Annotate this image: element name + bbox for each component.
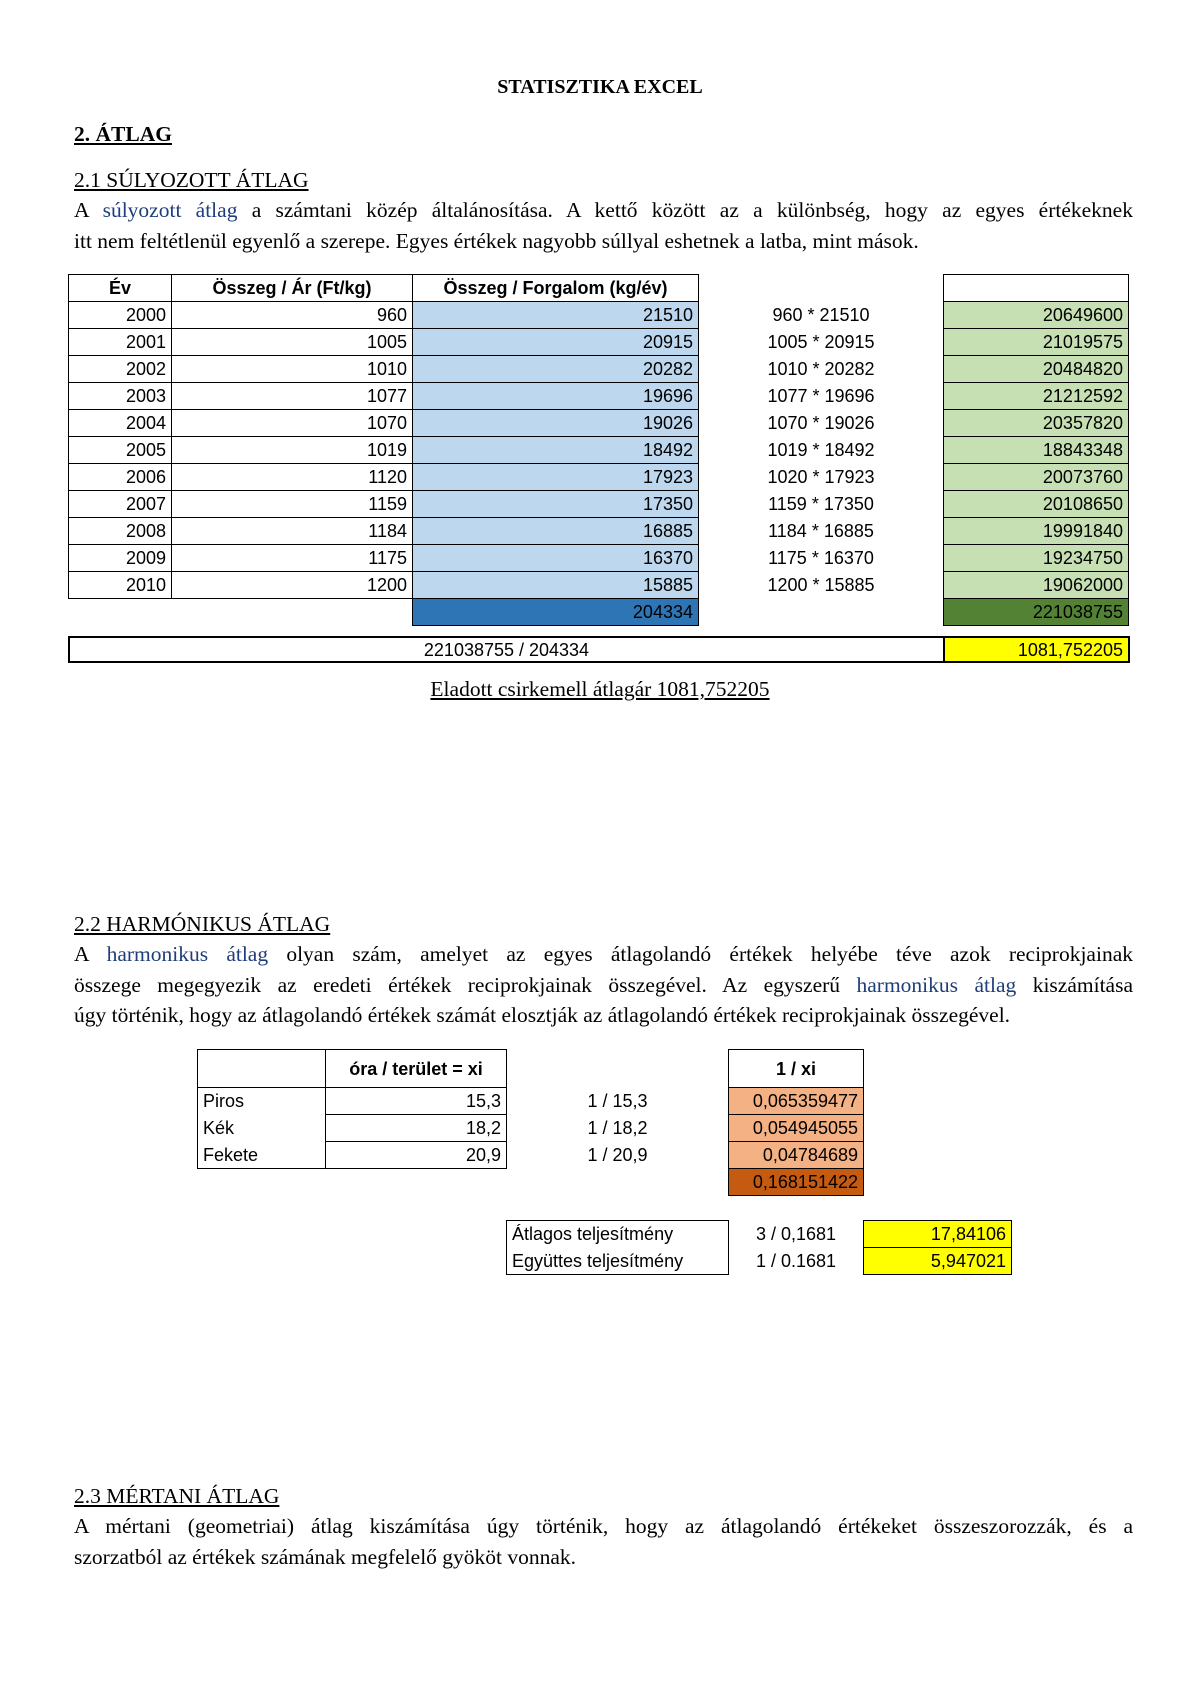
text-segment: A [74, 198, 103, 222]
turnover-cell: 20282 [413, 356, 699, 383]
paragraph-line: szorzatból az értékek számának megfelelő gyököt vonnak. [74, 1544, 577, 1569]
table-header-row [198, 1050, 864, 1088]
product-cell: 21019575 [944, 329, 1129, 356]
formula-cell: 1 / 15,3 [587, 1091, 648, 1111]
formula-cell: 1005 * 20915 [767, 332, 875, 352]
table-header-row [69, 275, 1129, 302]
result-caption [0, 676, 1200, 702]
product-sum-cell: 221038755 [944, 599, 1129, 626]
paragraph-line [74, 970, 1133, 1001]
sum-row [69, 599, 1129, 626]
year-cell: 2005 [69, 437, 172, 464]
product-cell: 20357820 [944, 410, 1129, 437]
reciprocal-cell: 0,054945055 [729, 1115, 864, 1142]
price-cell: 960 [172, 302, 413, 329]
turnover-cell: 20915 [413, 329, 699, 356]
table-row [507, 1221, 1012, 1248]
paragraph-line: úgy történik, hogy az átlagolandó értékek számát elosztják az átlagolandó értékek reciprokjainak összegével. [74, 1003, 1011, 1027]
empty-cell [507, 1169, 729, 1196]
product-cell: 19062000 [944, 572, 1129, 599]
empty-cell [699, 599, 944, 626]
value-cell: 20,9 [326, 1142, 507, 1169]
empty-cell [198, 1169, 326, 1196]
table-row [69, 464, 1129, 491]
document-title: STATISZTIKA EXCEL [497, 76, 703, 98]
formula-header-empty [699, 275, 944, 302]
price-cell: 1010 [172, 356, 413, 383]
turnover-cell: 19026 [413, 410, 699, 437]
turnover-header: Összeg / Forgalom (kg/év) [413, 275, 699, 302]
empty-cell [69, 599, 172, 626]
value-header: óra / terület = xi [326, 1050, 507, 1088]
value-cell: 18,2 [326, 1115, 507, 1142]
formula-cell: 1175 * 16370 [768, 548, 874, 568]
year-cell: 2006 [69, 464, 172, 491]
table-row [198, 1142, 864, 1169]
formula-cell: 1 / 0.1681 [755, 1251, 837, 1271]
turnover-cell: 21510 [413, 302, 699, 329]
price-cell: 1175 [172, 545, 413, 572]
table-row [69, 572, 1129, 599]
section-heading: 2.1 SÚLYOZOTT ÁTLAG [74, 168, 309, 192]
year-cell: 2008 [69, 518, 172, 545]
turnover-cell: 16885 [413, 518, 699, 545]
label-cell: Piros [198, 1088, 326, 1115]
text-segment: A [74, 942, 107, 966]
table-row [69, 437, 1129, 464]
table-row [69, 356, 1129, 383]
price-cell: 1070 [172, 410, 413, 437]
text-segment: kiszámítása [1016, 972, 1133, 997]
label-cell: Kék [198, 1115, 326, 1142]
turnover-cell: 16370 [413, 545, 699, 572]
year-cell: 2002 [69, 356, 172, 383]
turnover-cell: 19696 [413, 383, 699, 410]
year-cell: 2000 [69, 302, 172, 329]
turnover-sum-cell: 204334 [413, 599, 699, 626]
formula-cell: 960 * 21510 [772, 305, 870, 325]
reciprocal-cell: 0,04784689 [729, 1142, 864, 1169]
text-segment: a számtani közép általánosítása. A kettő között az a különbség, hogy az egyes értékeknek [237, 198, 1133, 222]
empty-cell [326, 1169, 507, 1196]
table-row [69, 329, 1129, 356]
section-heading: 2.3 MÉRTANI ÁTLAG [74, 1484, 280, 1508]
term-highlight: harmonikus átlag [106, 942, 269, 966]
reciprocal-header: 1 / xi [729, 1050, 864, 1088]
year-cell: 2009 [69, 545, 172, 572]
turnover-cell: 18492 [413, 437, 699, 464]
value-cell: 15,3 [326, 1088, 507, 1115]
section-heading: 2.2 HARMÓNIKUS ÁTLAG [74, 912, 331, 936]
price-cell: 1120 [172, 464, 413, 491]
empty-cell [172, 599, 413, 626]
product-header-empty [944, 275, 1129, 302]
weighted-table [68, 274, 1129, 626]
year-cell: 2010 [69, 572, 172, 599]
harmonic-table [197, 1049, 864, 1196]
term-highlight: súlyozott átlag [102, 198, 238, 222]
label-header-empty [198, 1050, 326, 1088]
chapter-heading: 2. ÁTLAG [74, 122, 172, 146]
price-cell: 1184 [172, 518, 413, 545]
formula-cell: 1184 * 16885 [768, 521, 874, 541]
formula-cell: 3 / 0,1681 [755, 1224, 837, 1244]
year-cell: 2007 [69, 491, 172, 518]
formula-cell: 1019 * 18492 [767, 440, 875, 460]
result-value-cell: 1081,752205 [944, 637, 1129, 662]
paragraph-line: A mértani (geometriai) átlag kiszámítása úgy történik, hogy az átlagolandó értékeket összeszorozzák, és a [74, 1514, 1133, 1538]
year-cell: 2001 [69, 329, 172, 356]
price-cell: 1159 [172, 491, 413, 518]
price-cell: 1005 [172, 329, 413, 356]
price-cell: 1077 [172, 383, 413, 410]
year-cell: 2004 [69, 410, 172, 437]
turnover-cell: 17923 [413, 464, 699, 491]
harmonic-section [74, 909, 1133, 1031]
label-cell: Fekete [198, 1142, 326, 1169]
price-header: Összeg / Ár (Ft/kg) [172, 275, 413, 302]
price-cell: 1019 [172, 437, 413, 464]
product-cell: 20073760 [944, 464, 1129, 491]
table-row [69, 491, 1129, 518]
paragraph-line: itt nem feltétlenül egyenlő a szerepe. Egyes értékek nagyobb súllyal eshetnek a latba, mint mások. [74, 228, 919, 253]
result-caption-text: Eladott csirkemell átlagár 1081,752205 [430, 677, 770, 701]
text-segment: olyan szám, amelyet az egyes átlagolandó értékek helyébe téve azok reciprokjainak [268, 942, 1133, 966]
product-cell: 20649600 [944, 302, 1129, 329]
year-cell: 2003 [69, 383, 172, 410]
formula-cell: 1010 * 20282 [767, 359, 875, 379]
weighted-section [74, 165, 1133, 256]
table-row [69, 410, 1129, 437]
value-cell: 5,947021 [864, 1248, 1012, 1275]
formula-cell: 1077 * 19696 [767, 386, 875, 406]
product-cell: 20484820 [944, 356, 1129, 383]
performance-table [506, 1220, 1012, 1275]
paragraph-line [74, 195, 1133, 226]
table-row [69, 545, 1129, 572]
weighted-result-row [68, 636, 1130, 663]
paragraph-line [74, 939, 1133, 970]
product-cell: 19234750 [944, 545, 1129, 572]
product-cell: 21212592 [944, 383, 1129, 410]
label-cell: Együttes teljesítmény [507, 1248, 729, 1275]
turnover-cell: 17350 [413, 491, 699, 518]
formula-cell: 1200 * 15885 [767, 575, 875, 595]
geometric-section [74, 1481, 1133, 1572]
formula-cell: 1070 * 19026 [767, 413, 875, 433]
term-highlight: harmonikus átlag [856, 972, 1017, 997]
product-cell: 19991840 [944, 518, 1129, 545]
turnover-cell: 15885 [413, 572, 699, 599]
table-row [198, 1088, 864, 1115]
product-cell: 18843348 [944, 437, 1129, 464]
sum-row [198, 1169, 864, 1196]
table-row [69, 302, 1129, 329]
empty-cell [507, 1050, 729, 1088]
formula-cell: 1 / 18,2 [587, 1118, 648, 1138]
table-row [507, 1248, 1012, 1275]
label-cell: Átlagos teljesítmény [507, 1221, 729, 1248]
formula-cell: 1020 * 17923 [767, 467, 875, 487]
price-cell: 1200 [172, 572, 413, 599]
text-segment: összege megegyezik az eredeti értékek reciprokjainak összegével. Az egyszerű [74, 972, 857, 997]
reciprocal-sum-cell: 0,168151422 [729, 1169, 864, 1196]
table-row [69, 518, 1129, 545]
product-cell: 20108650 [944, 491, 1129, 518]
value-cell: 17,84106 [864, 1221, 1012, 1248]
formula-cell: 1 / 20,9 [587, 1145, 648, 1165]
table-row [69, 383, 1129, 410]
formula-cell: 1159 * 17350 [768, 494, 874, 514]
reciprocal-cell: 0,065359477 [729, 1088, 864, 1115]
table-row [198, 1115, 864, 1142]
result-formula-cell: 221038755 / 204334 [69, 637, 944, 662]
year-header: Év [69, 275, 172, 302]
